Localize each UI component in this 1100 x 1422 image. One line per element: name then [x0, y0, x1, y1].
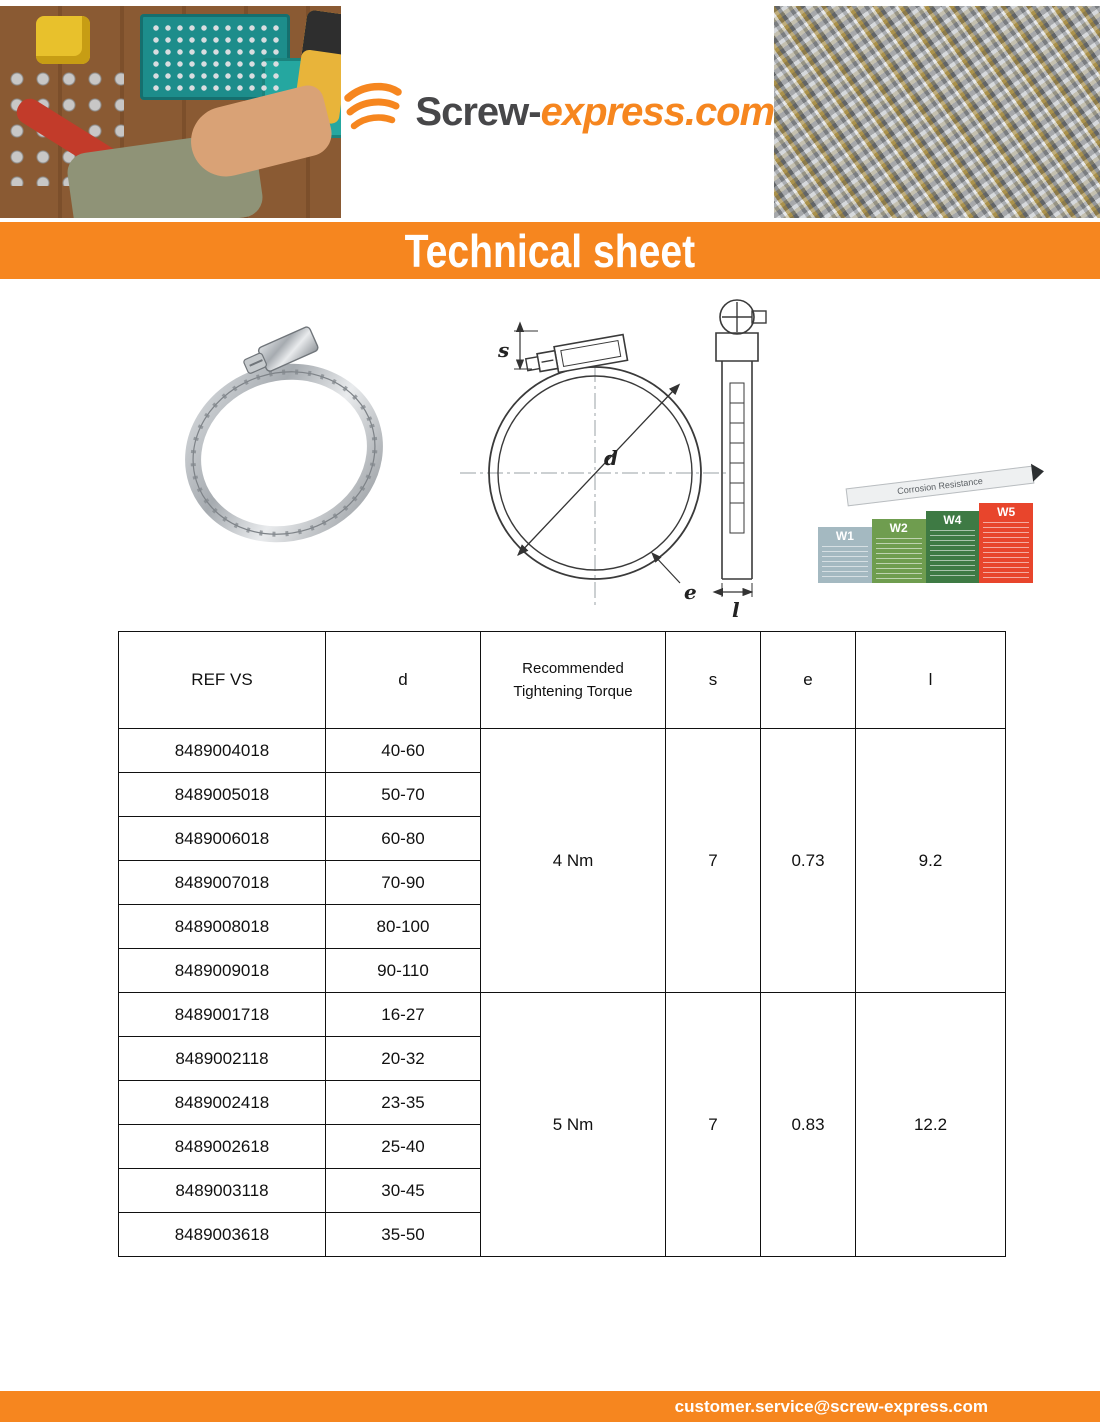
ref-cell: 8489002118: [119, 1037, 326, 1081]
corrosion-level-w4: [926, 511, 980, 583]
corrosion-level-label: W2: [889, 521, 908, 535]
corrosion-level-caption: [822, 546, 868, 579]
torque-cell: 4 Nm: [481, 729, 666, 993]
hose-clamp-image: [168, 297, 400, 584]
spec-table: [118, 631, 1006, 1257]
table-row: [119, 729, 1006, 773]
l-cell: 9.2: [856, 729, 1006, 993]
e-cell: 0.73: [761, 729, 856, 993]
corrosion-level-caption: [983, 522, 1029, 579]
contact-email[interactable]: customer.service@screw-express.com: [674, 1396, 988, 1416]
brand-logo: [341, 6, 774, 218]
side-view-drawing: [688, 287, 792, 627]
corrosion-level-label: W1: [835, 529, 854, 543]
corrosion-level-label: W5: [997, 505, 1016, 519]
figures-section: [0, 279, 1100, 631]
table-header-row: [119, 632, 1006, 729]
header-photo-workbench: [0, 6, 341, 218]
corrosion-resistance-chart: [818, 471, 1033, 583]
ref-cell: 8489008018: [119, 905, 326, 949]
svg-text:d: d: [604, 446, 618, 470]
ref-cell: 8489002418: [119, 1081, 326, 1125]
d-cell: 70-90: [326, 861, 481, 905]
col-header-d: d: [326, 632, 481, 729]
footer-bar: [0, 1391, 1100, 1422]
d-cell: 35-50: [326, 1213, 481, 1257]
page-title: Technical sheet: [404, 224, 696, 277]
col-header-torque: [481, 632, 666, 729]
logo-wordmark: [415, 90, 774, 135]
svg-text:e: e: [684, 580, 697, 604]
header: [0, 0, 1100, 218]
corrosion-level-w1: [818, 527, 872, 583]
l-cell: 12.2: [856, 993, 1006, 1257]
corrosion-chart-title: Corrosion Resistance: [896, 475, 984, 497]
col-header-l: l: [856, 632, 1006, 729]
table-row: [119, 993, 1006, 1037]
corrosion-level-caption: [876, 538, 922, 579]
ref-cell: 8489002618: [119, 1125, 326, 1169]
header-photo-screws: [774, 6, 1100, 218]
ref-cell: 8489009018: [119, 949, 326, 993]
d-cell: 80-100: [326, 905, 481, 949]
corrosion-level-w2: [872, 519, 926, 583]
logo-swoosh-icon: [341, 81, 405, 144]
d-cell: 30-45: [326, 1169, 481, 1213]
title-banner: [0, 222, 1100, 279]
logo-text-dark: Screw-: [415, 89, 541, 134]
photo-decor-screws: [150, 22, 282, 92]
ref-cell: 8489004018: [119, 729, 326, 773]
d-cell: 23-35: [326, 1081, 481, 1125]
ref-cell: 8489005018: [119, 773, 326, 817]
corrosion-chart-arrow: [846, 466, 1035, 507]
e-cell: 0.83: [761, 993, 856, 1257]
col-header-s: s: [666, 632, 761, 729]
d-cell: 50-70: [326, 773, 481, 817]
arrow-head-icon: [1031, 462, 1045, 481]
col-header-torque-label: Recommended Tightening Torque: [513, 659, 633, 700]
ref-cell: 8489003118: [119, 1169, 326, 1213]
torque-cell: 5 Nm: [481, 993, 666, 1257]
corrosion-level-label: W4: [943, 513, 962, 527]
d-cell: 20-32: [326, 1037, 481, 1081]
corrosion-chart-cells: [818, 503, 1033, 583]
d-cell: 40-60: [326, 729, 481, 773]
d-cell: 90-110: [326, 949, 481, 993]
svg-text:s: s: [498, 338, 510, 362]
s-cell: 7: [666, 993, 761, 1257]
photo-decor-tape-measure: [36, 16, 90, 64]
d-cell: 60-80: [326, 817, 481, 861]
ref-cell: 8489007018: [119, 861, 326, 905]
col-header-ref: REF VS: [119, 632, 326, 729]
d-cell: 25-40: [326, 1125, 481, 1169]
logo-text-orange: express.com: [540, 89, 775, 134]
s-cell: 7: [666, 729, 761, 993]
corrosion-level-caption: [930, 530, 976, 579]
corrosion-level-w5: [979, 503, 1033, 583]
svg-text:l: l: [732, 598, 740, 622]
d-cell: 16-27: [326, 993, 481, 1037]
ref-cell: 8489001718: [119, 993, 326, 1037]
ref-cell: 8489006018: [119, 817, 326, 861]
col-header-e: e: [761, 632, 856, 729]
ref-cell: 8489003618: [119, 1213, 326, 1257]
